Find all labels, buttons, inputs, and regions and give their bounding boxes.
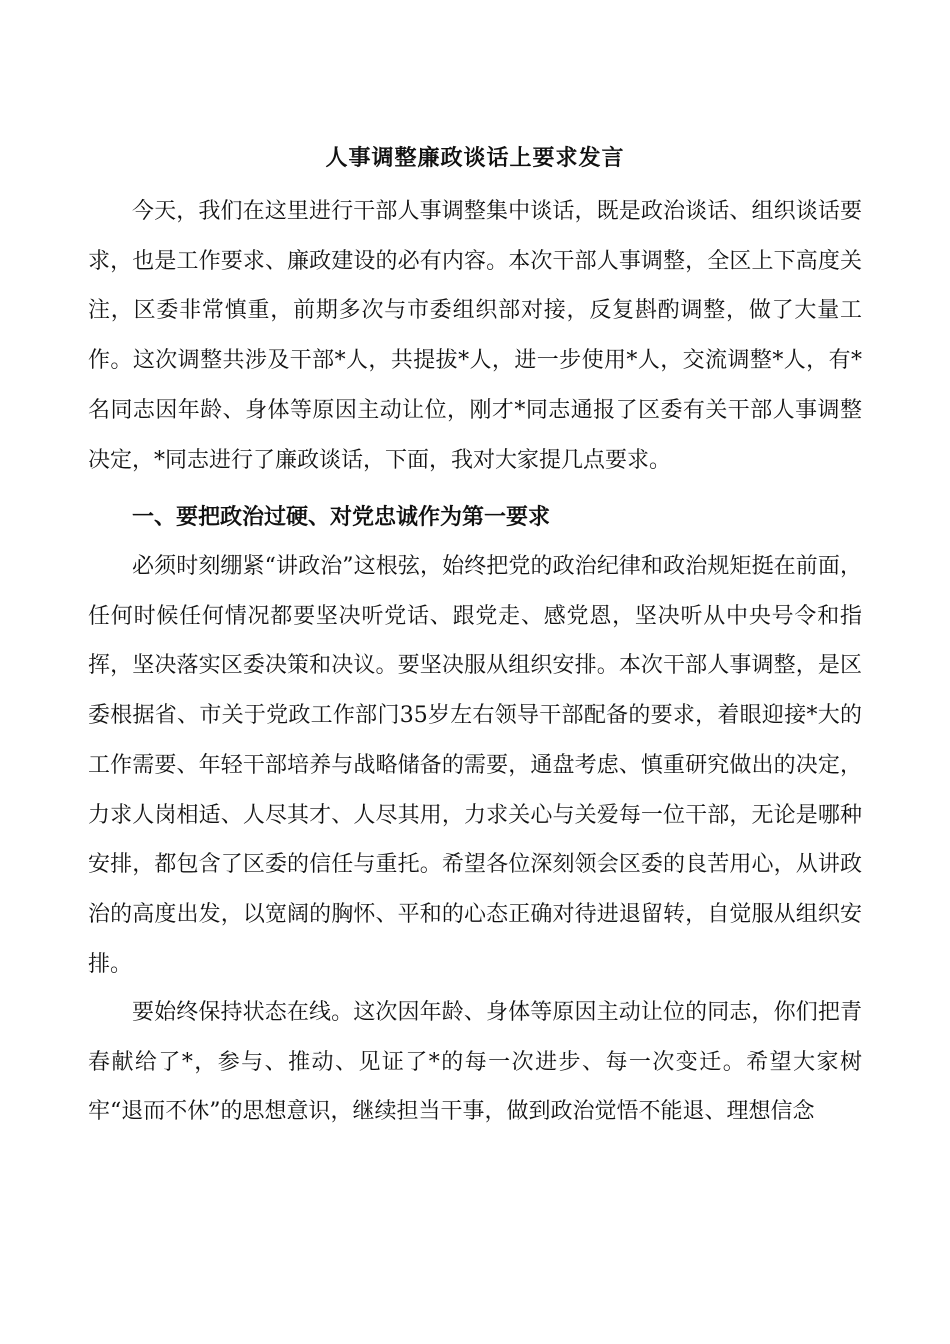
paragraph-intro: 今天，我们在这里进行干部人事调整集中谈话，既是政治谈话、组织谈话要求，也是工作要求、廉政建设的必有内容。本次干部人事调整，全区上下高度关注，区委非常慎重，前期多次与市委组织部对接，反复斟酌调整，做了大量工作。这次调整共涉及干部*人，共提拔*人，进一步使用*人，交流调整*人，有*名同志因年龄、身体等原因主动让位，刚才*同志通报了区委有关干部人事调整决定，*同志进行了廉政谈话，下面，我对大家提几点要求。 xyxy=(88,199,862,473)
paragraph-political-discipline: 必须时刻绷紧“讲政治”这根弦，始终把党的政治纪律和政治规矩挺在前面，任何时候任何情况都要坚决听党话、跟党走、感党恩，坚决听从中央号令和指挥，坚决落实区委决策和决议。要坚决服从组织安排。本次干部人事调整，是区委根据省、市关于党政工作部门35岁左右领导干部配备的要求，着眼迎接*大的工作需要、年轻干部培养与战略储备的需要，通盘考虑、慎重研究做出的决定，力求人岗相适、人尽其才、人尽其用，力求关心与关爱每一位干部，无论是哪种安排，都包含了区委的信任与重托。希望各位深刻领会区委的良苦用心，从讲政治的高度出发，以宽阔的胸怀、平和的心态正确对待进退留转，自觉服从组织安排。 xyxy=(88,554,862,977)
section-heading-1: 一、要把政治过硬、对党忠诚作为第一要求 xyxy=(132,504,551,530)
paragraph-stay-online: 要始终保持状态在线。这次因年龄、身体等原因主动让位的同志，你们把青春献给了*，参与、推动、见证了*的每一次进步、每一次变迁。希望大家树牢“退而不休”的思想意识，继续担当干事，做到政治觉悟不能退、理想信念 xyxy=(88,1000,862,1125)
document-title: 人事调整廉政谈话上要求发言 xyxy=(325,145,625,171)
